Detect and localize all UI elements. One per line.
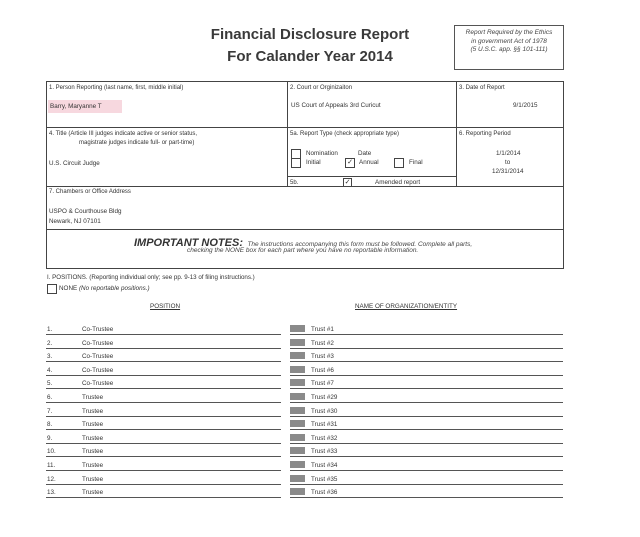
divider — [287, 176, 456, 177]
positions-none-checkbox[interactable] — [47, 284, 57, 294]
redaction-block — [290, 352, 305, 359]
row-number: 10. — [47, 448, 56, 455]
row-underline — [46, 416, 281, 417]
annual-checkbox[interactable]: ✓ — [345, 158, 355, 168]
row-underline — [290, 361, 563, 362]
redaction-block — [290, 393, 305, 400]
divider — [456, 81, 457, 187]
final-checkbox[interactable] — [394, 158, 404, 168]
report-title — [190, 24, 430, 68]
nomination-label: Nomination — [306, 150, 338, 157]
row-underline — [290, 375, 563, 376]
row-number: 7. — [47, 408, 53, 415]
redaction-block — [290, 488, 305, 495]
ethics-act-note — [454, 25, 564, 70]
title-label-line1: 4. Title (Article III judges indicate active or senior status, — [49, 131, 198, 137]
row-underline — [46, 470, 281, 471]
row-position: Trustee — [82, 462, 104, 469]
row-underline — [46, 361, 281, 362]
redaction-block — [290, 366, 305, 373]
row-position: Co-Trustee — [82, 326, 114, 333]
period-to-word: to — [505, 159, 511, 166]
row-number: 12. — [47, 476, 56, 483]
chambers-line1: USPO & Courthouse Bldg — [49, 208, 122, 215]
divider — [46, 127, 563, 128]
row-underline — [290, 429, 563, 430]
row-underline — [290, 456, 563, 457]
positions-heading: I. POSITIONS. (Reporting individual only; see pp. 9-13 of filing instructions.) — [47, 274, 255, 281]
divider — [46, 229, 563, 230]
nomination-date-label: Date — [358, 150, 372, 157]
row-organization: Trust #3 — [311, 353, 334, 360]
row-underline — [46, 429, 281, 430]
row-underline — [46, 484, 281, 485]
row-number: 2. — [47, 340, 53, 347]
person-reporting-label: 1. Person Reporting (last name, first, middle initial) — [49, 85, 184, 91]
none-note: (No reportable positions.) — [78, 285, 150, 292]
row-underline — [46, 334, 281, 335]
row-underline — [46, 497, 281, 498]
row-position: Trustee — [82, 435, 104, 442]
row-number: 3. — [47, 353, 53, 360]
row-number: 6. — [47, 394, 53, 401]
ethics-note-line: in government Act of 1978 — [471, 37, 547, 45]
row-underline — [46, 388, 281, 389]
person-reporting-value: Barry, Maryanne T — [48, 100, 122, 113]
title-value: U.S. Circuit Judge — [49, 160, 100, 167]
report-title-line1: Financial Disclosure Report — [210, 26, 410, 43]
row-organization: Trust #33 — [311, 448, 338, 455]
row-organization: Trust #34 — [311, 462, 338, 469]
amended-label: Amended report — [375, 179, 421, 186]
redaction-block — [290, 447, 305, 454]
row-underline — [290, 497, 563, 498]
date-of-report-label: 3. Date of Report — [459, 85, 505, 91]
row-number: 9. — [47, 435, 53, 442]
title-label-line2: magistrate judges indicate full- or part-time) — [79, 140, 195, 146]
redaction-block — [290, 434, 305, 441]
row-underline — [290, 388, 563, 389]
row-underline — [290, 416, 563, 417]
row-position: Trustee — [82, 394, 104, 401]
row-underline — [46, 375, 281, 376]
row-organization: Trust #31 — [311, 421, 338, 428]
row-underline — [46, 443, 281, 444]
row-underline — [290, 470, 563, 471]
row-organization: Trust #2 — [311, 340, 334, 347]
court-value: US Court of Appeals 3rd Curicut — [291, 102, 381, 109]
row-organization: Trust #6 — [311, 367, 334, 374]
row-organization: Trust #29 — [311, 394, 338, 401]
period-from: 1/1/2014 — [496, 150, 521, 157]
row-underline — [290, 402, 563, 403]
chambers-line2: Newark, NJ 07101 — [49, 218, 101, 225]
column-header-position: POSITION — [150, 303, 181, 310]
row-number: 4. — [47, 367, 53, 374]
divider — [46, 186, 563, 187]
row-underline — [46, 402, 281, 403]
row-position: Trustee — [82, 448, 104, 455]
row-underline — [290, 334, 563, 335]
redaction-block — [290, 420, 305, 427]
important-notes-line1: The instructions accompanying this form must be followed. Complete all parts, — [247, 241, 473, 248]
row-organization: Trust #30 — [311, 408, 338, 415]
date-of-report-value: 9/1/2015 — [513, 102, 538, 109]
chambers-label: 7. Chambers or Office Address — [49, 189, 131, 195]
row-number: 13. — [47, 489, 56, 496]
redaction-block — [290, 339, 305, 346]
row-number: 5. — [47, 380, 53, 387]
ethics-note-line: (5 U.S.C. app. §§ 101-111) — [470, 46, 548, 53]
amended-section-label: 5b. — [290, 180, 299, 186]
row-organization: Trust #35 — [311, 476, 338, 483]
column-header-organization: NAME OF ORGANIZATION/ENTITY — [355, 303, 458, 310]
row-position: Co-Trustee — [82, 367, 114, 374]
row-organization: Trust #1 — [311, 326, 334, 333]
annual-label: Annual — [359, 159, 379, 166]
row-position: Trustee — [82, 476, 104, 483]
row-number: 1. — [47, 326, 53, 333]
important-notes-heading: IMPORTANT NOTES: — [134, 237, 243, 249]
important-notes-line2: checking the NONE box for each part where you have no reportable information. — [187, 247, 419, 254]
redaction-block — [290, 475, 305, 482]
none-label: NONE — [59, 285, 78, 292]
redaction-block — [290, 325, 305, 332]
report-type-label: 5a. Report Type (check appropriate type) — [290, 131, 399, 137]
row-position: Trustee — [82, 489, 104, 496]
initial-label: Initial — [306, 159, 321, 166]
row-position: Co-Trustee — [82, 353, 114, 360]
row-number: 8. — [47, 421, 53, 428]
ethics-note-line: Report Required by the Ethics — [465, 29, 553, 36]
period-to: 12/31/2014 — [492, 168, 524, 175]
row-organization: Trust #32 — [311, 435, 338, 442]
redaction-block — [290, 407, 305, 414]
row-organization: Trust #7 — [311, 380, 334, 387]
row-underline — [46, 456, 281, 457]
initial-checkbox[interactable] — [291, 158, 301, 168]
row-underline — [290, 348, 563, 349]
row-underline — [290, 484, 563, 485]
row-organization: Trust #36 — [311, 489, 338, 496]
row-position: Co-Trustee — [82, 380, 114, 387]
row-position: Trustee — [82, 421, 104, 428]
redaction-block — [290, 461, 305, 468]
row-number: 11. — [47, 462, 56, 469]
row-underline — [46, 348, 281, 349]
row-position: Co-Trustee — [82, 340, 114, 347]
court-label: 2. Court or Orginizaiton — [290, 85, 353, 91]
final-label: Final — [409, 159, 423, 166]
divider — [287, 81, 288, 187]
row-position: Trustee — [82, 408, 104, 415]
amended-checkbox[interactable]: ✓ — [344, 179, 351, 186]
redaction-block — [290, 379, 305, 386]
reporting-period-label: 6. Reporting Period — [459, 131, 511, 137]
positions-none-label — [59, 285, 150, 292]
report-title-line2: For Calander Year 2014 — [227, 48, 393, 65]
row-underline — [290, 443, 563, 444]
